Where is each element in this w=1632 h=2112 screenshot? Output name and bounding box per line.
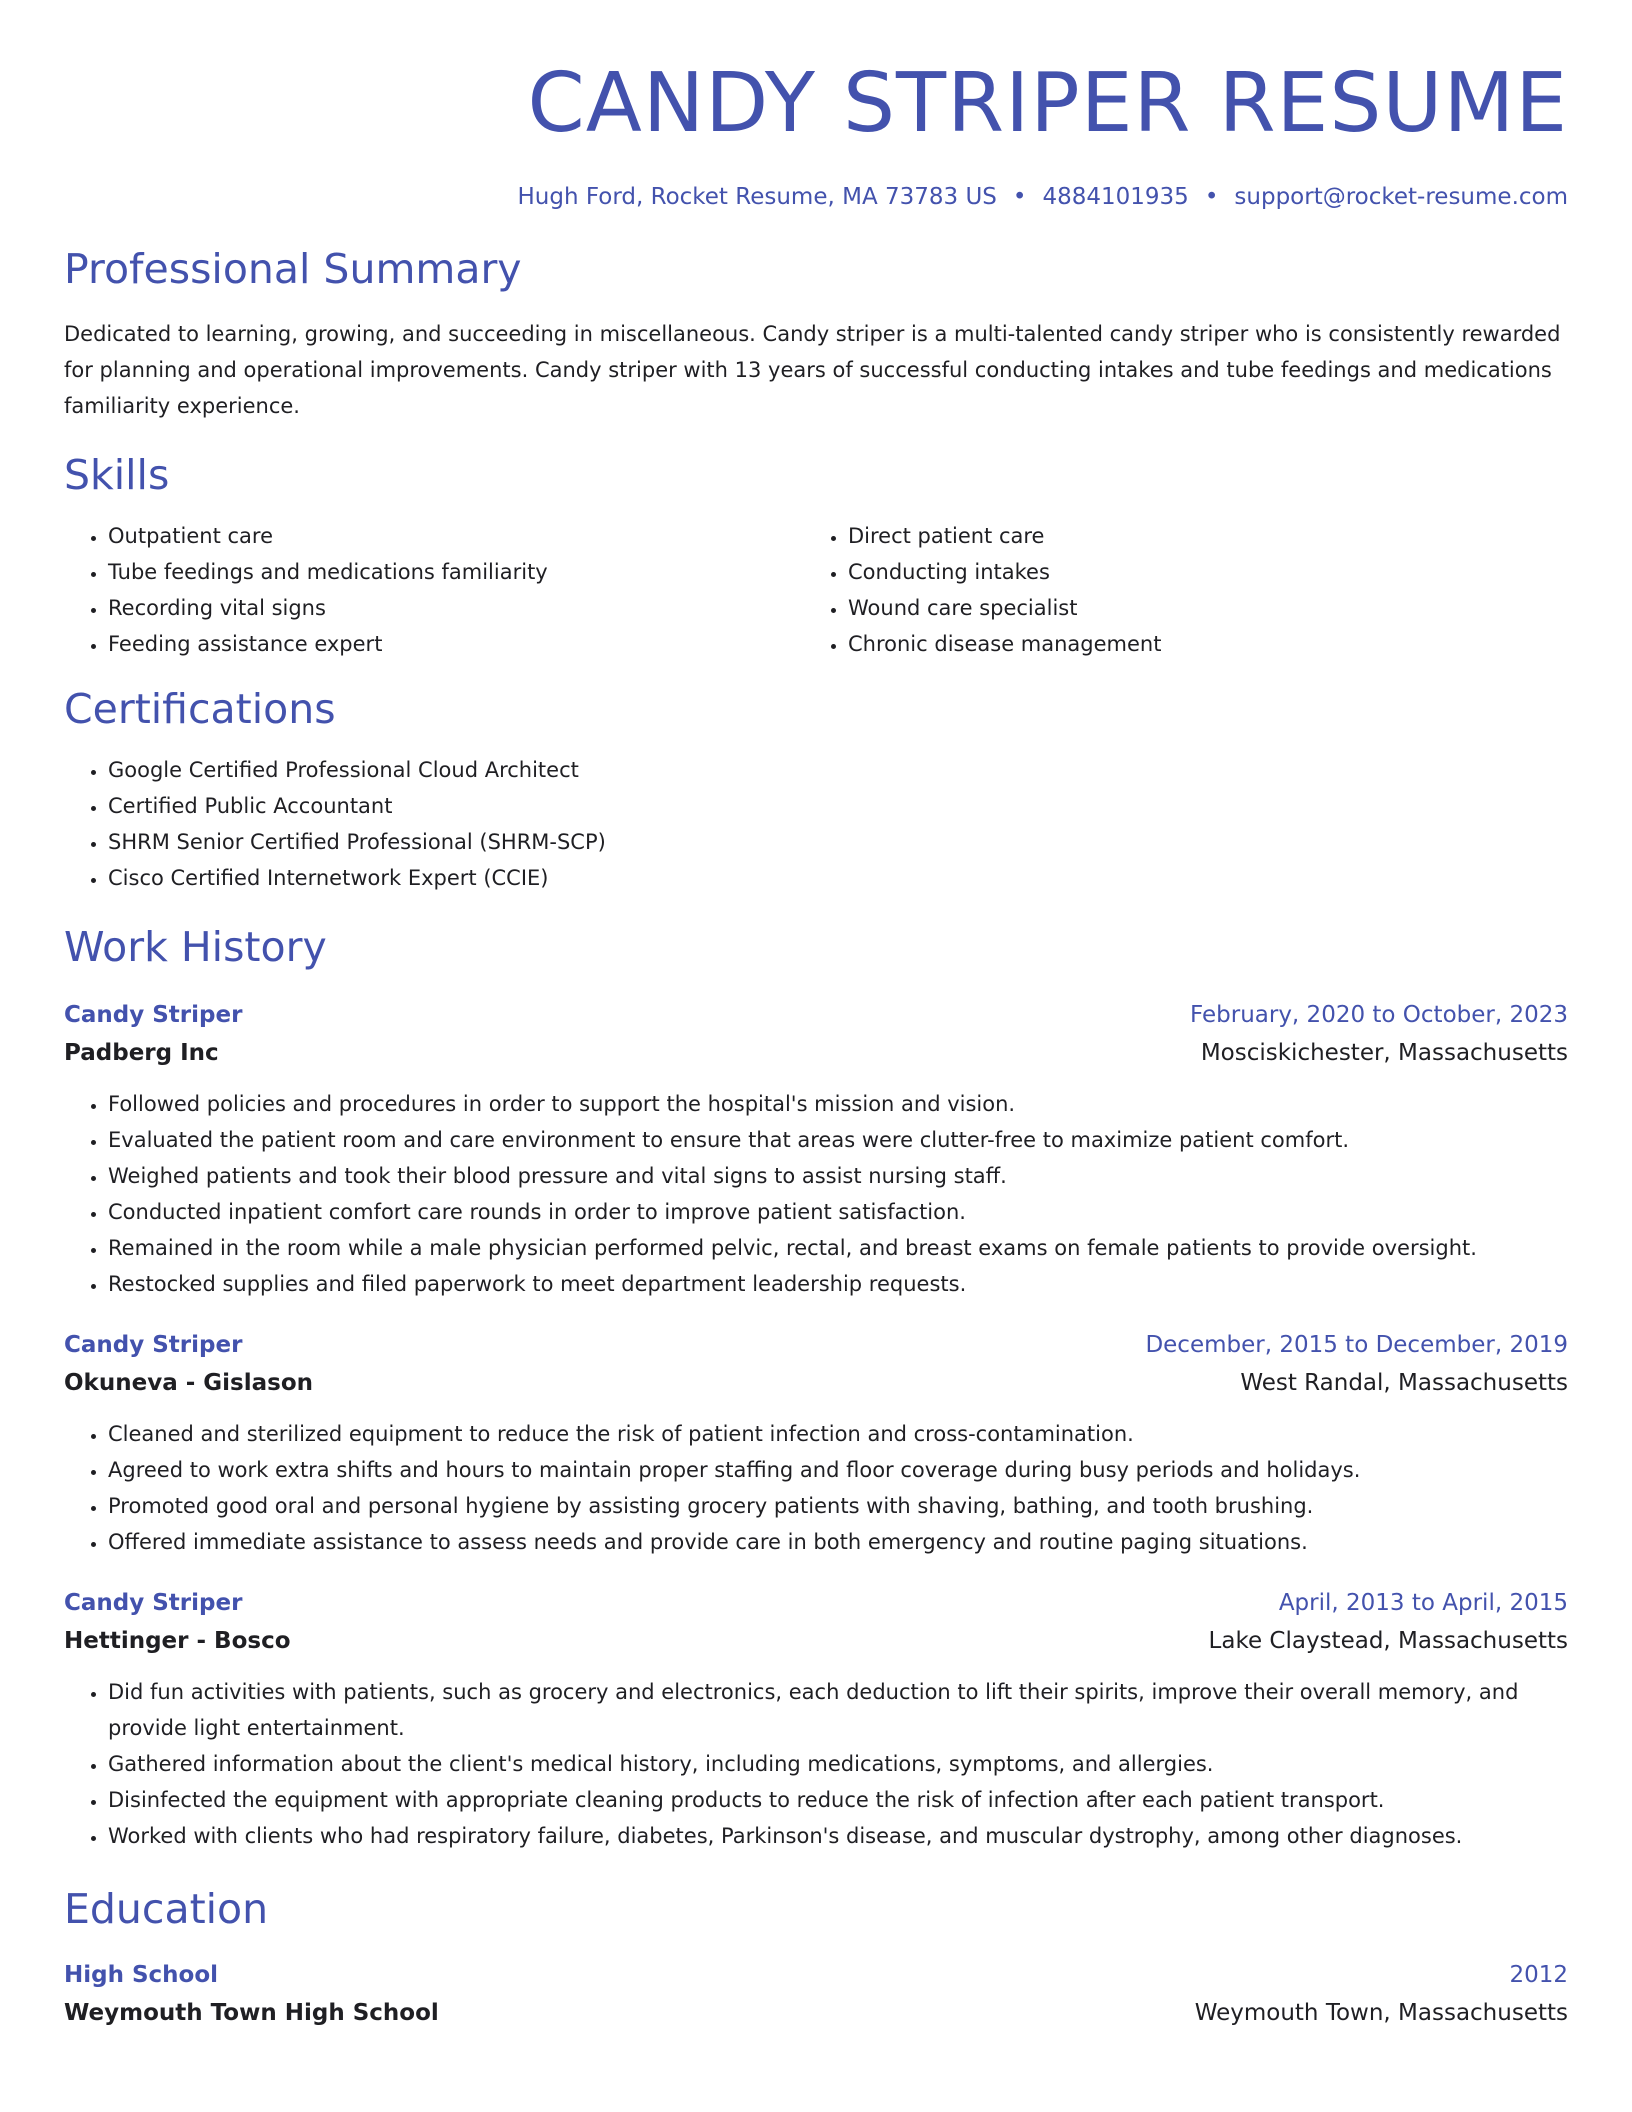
education-section (64, 1884, 1568, 2032)
skill-item: • Outpatient care (108, 518, 804, 554)
work-history-heading: Work History (64, 923, 327, 971)
job-company-row (64, 1364, 1568, 1402)
summary-heading: Professional Summary (64, 245, 522, 293)
job-location: Lake Claystead, Massachusetts (1208, 1628, 1568, 1654)
skill-item: • Recording vital signs (108, 590, 804, 626)
summary-text: Dedicated to learning, growing, and succeeding in miscellaneous. Candy striper is a multi-talented candy striper who is consistently rewarded for planning and operational improvements. Candy striper with 13 years of successful conducting intakes and tube feedings and medications familiarity experience. (64, 322, 1561, 418)
skill-item: • Tube feedings and medications familiarity (108, 554, 804, 590)
skills-section (64, 450, 1568, 662)
job-bullets (64, 1674, 1568, 1854)
job-dates: April, 2013 to April, 2015 (1278, 1590, 1568, 1616)
job-bullet: • Gathered information about the client's medical history, including medications, symptoms, and allergies. (108, 1746, 1568, 1782)
job-dates: February, 2020 to October, 2023 (1190, 1002, 1568, 1028)
job-company-row (64, 1622, 1568, 1660)
contact-email: support@rocket-resume.com (1234, 184, 1568, 210)
skills-list-right (804, 518, 1544, 662)
job-role: Candy Striper (64, 1332, 243, 1358)
job-entry (64, 1584, 1568, 1854)
certification-item: • SHRM Senior Certified Professional (SHRM-SCP) (108, 824, 1568, 860)
skill-item: • Conducting intakes (848, 554, 1544, 590)
summary-section (64, 244, 1568, 424)
skill-item: • Direct patient care (848, 518, 1544, 554)
job-bullet: • Weighed patients and took their blood pressure and vital signs to assist nursing staff. (108, 1158, 1568, 1194)
contact-address: Hugh Ford, Rocket Resume, MA 73783 US (517, 184, 997, 210)
job-bullet: • Disinfected the equipment with appropriate cleaning products to reduce the risk of infection after each patient transport. (108, 1782, 1568, 1818)
job-bullets (64, 1416, 1568, 1560)
certification-item: • Google Certified Professional Cloud Architect (108, 752, 1568, 788)
job-company-row (64, 1034, 1568, 1072)
education-degree: High School (64, 1962, 219, 1988)
skill-item: • Feeding assistance expert (108, 626, 804, 662)
education-school-row (64, 1994, 1568, 2032)
job-bullet: • Agreed to work extra shifts and hours to maintain proper staffing and floor coverage during busy periods and holidays. (108, 1452, 1568, 1488)
education-heading: Education (64, 1885, 269, 1933)
job-bullet: • Cleaned and sterilized equipment to reduce the risk of patient infection and cross-contamination. (108, 1416, 1568, 1452)
job-bullet: • Evaluated the patient room and care environment to ensure that areas were clutter-free to maximize patient comfort. (108, 1122, 1568, 1158)
job-company: Okuneva - Gislason (64, 1370, 313, 1396)
bullet-separator: • (1012, 184, 1027, 210)
certification-item: • Certified Public Accountant (108, 788, 1568, 824)
resume-header (64, 0, 1568, 212)
job-bullet: • Remained in the room while a male physician performed pelvic, rectal, and breast exams on female patients to provide oversight. (108, 1230, 1568, 1266)
job-bullet: • Restocked supplies and filed paperwork to meet department leadership requests. (108, 1266, 1568, 1302)
skills-column-right (804, 518, 1544, 662)
skills-columns (64, 518, 1568, 662)
certifications-list (64, 752, 1568, 896)
job-bullets (64, 1086, 1568, 1302)
job-bullet: • Did fun activities with patients, such as grocery and electronics, each deduction to lift their spirits, improve their overall memory, and provide light entertainment. (108, 1674, 1568, 1746)
job-title-row (64, 996, 1568, 1034)
job-role: Candy Striper (64, 1002, 243, 1028)
skills-list-left (64, 518, 804, 662)
certifications-heading: Certifications (64, 685, 336, 733)
skill-item: • Wound care specialist (848, 590, 1544, 626)
education-entry (64, 1956, 1568, 2032)
certifications-section (64, 684, 1568, 896)
job-company: Padberg Inc (64, 1040, 219, 1066)
education-degree-row (64, 1956, 1568, 1994)
education-location: Weymouth Town, Massachusetts (1194, 2000, 1568, 2026)
certification-item: • Cisco Certified Internetwork Expert (CCIE) (108, 860, 1568, 896)
job-location: Mosciskichester, Massachusetts (1200, 1040, 1568, 1066)
resume-title: CANDY STRIPER RESUME (527, 56, 1568, 151)
work-history-section (64, 922, 1568, 1854)
contact-phone: 4884101935 (1042, 184, 1189, 210)
skills-heading: Skills (64, 451, 170, 499)
job-bullet: • Conducted inpatient comfort care rounds in order to improve patient satisfaction. (108, 1194, 1568, 1230)
skill-item: • Chronic disease management (848, 626, 1544, 662)
job-entry (64, 1326, 1568, 1560)
job-company: Hettinger - Bosco (64, 1628, 291, 1654)
job-location: West Randal, Massachusetts (1240, 1370, 1568, 1396)
contact-line (64, 182, 1568, 212)
job-title-row (64, 1584, 1568, 1622)
skills-column-left (64, 518, 804, 662)
job-bullet: • Followed policies and procedures in order to support the hospital's mission and vision. (108, 1086, 1568, 1122)
job-entry (64, 996, 1568, 1302)
job-role: Candy Striper (64, 1590, 243, 1616)
job-dates: December, 2015 to December, 2019 (1145, 1332, 1568, 1358)
job-bullet: • Offered immediate assistance to assess needs and provide care in both emergency and routine paging situations. (108, 1524, 1568, 1560)
job-title-row (64, 1326, 1568, 1364)
education-school: Weymouth Town High School (64, 2000, 439, 2026)
job-bullet: • Promoted good oral and personal hygiene by assisting grocery patients with shaving, bathing, and tooth brushing. (108, 1488, 1568, 1524)
job-bullet: • Worked with clients who had respiratory failure, diabetes, Parkinson's disease, and muscular dystrophy, among other diagnoses. (108, 1818, 1568, 1854)
education-year: 2012 (1509, 1962, 1568, 1988)
bullet-separator: • (1204, 184, 1219, 210)
